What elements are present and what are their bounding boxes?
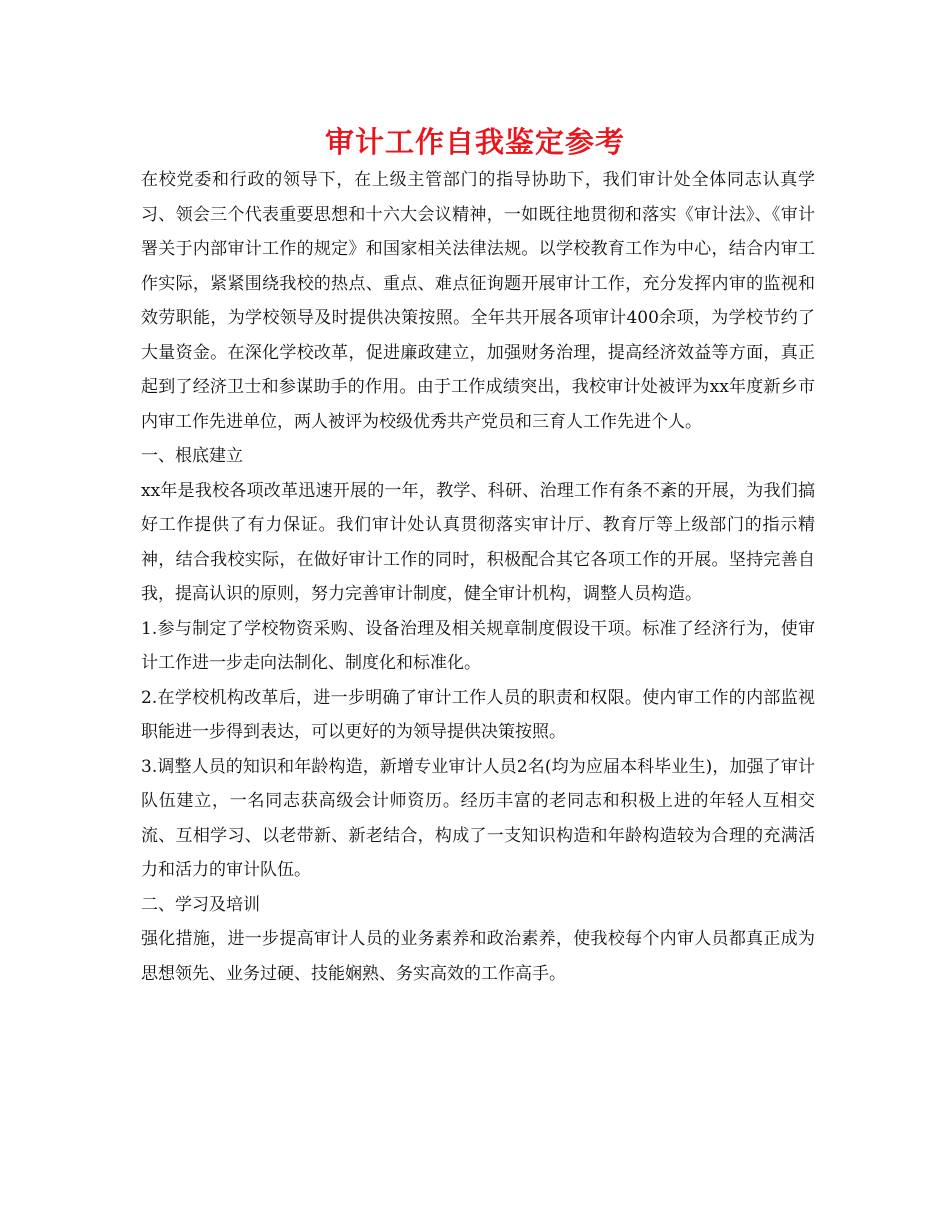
list-item-3: 3.调整人员的知识和年龄构造，新增专业审计人员2名(均为应届本科毕业生)，加强了审计队伍建立，一名同志获高级会计师资历。经历丰富的老同志和积极上进的年轻人互相交流、互相学习、以老带新、新老结合，构成了一支知识构造和年龄构造较为合理的充满活力和活力的审计队伍。 — [141, 756, 815, 880]
training-paragraph: 强化措施，进一步提高审计人员的业务素养和政治素养，使我校每个内审人员都真正成为思想领先、业务过硬、技能娴熟、务实高效的工作高手。 — [141, 929, 815, 984]
document-body — [141, 163, 815, 991]
section-heading-foundation: 一、根底建立 — [141, 446, 243, 466]
list-item-1: 1.参与制定了学校物资采购、设备治理及相关规章制度假设干项。标准了经济行为，使审计工作进一步走向法制化、制度化和标准化。 — [141, 618, 815, 673]
foundation-paragraph: xx年是我校各项改革迅速开展的一年，教学、科研、治理工作有条不紊的开展，为我们搞好工作提供了有力保证。我们审计处认真贯彻落实审计厅、教育厅等上级部门的指示精神，结合我校实际，在做好审计工作的同时，积极配合其它各项工作的开展。坚持完善自我，提高认识的原则，努力完善审计制度，健全审计机构，调整人员构造。 — [141, 480, 815, 604]
document-title: 审计工作自我鉴定参考 — [324, 125, 625, 159]
list-item-2: 2.在学校机构改革后，进一步明确了审计工作人员的职责和权限。使内审工作的内部监视职能进一步得到表达，可以更好的为领导提供决策按照。 — [141, 687, 815, 742]
intro-paragraph: 在校党委和行政的领导下，在上级主管部门的指导协助下，我们审计处全体同志认真学习、领会三个代表重要思想和十六大会议精神，一如既往地贯彻和落实《审计法》、《审计署关于内部审计工作的规定》和国家相关法律法规。以学校教育工作为中心，结合内审工作实际，紧紧围绕我校的热点、重点、难点征询题开展审计工作，充分发挥内审的监视和效劳职能，为学校领导及时提供决策按照。全年共开展各项审计400余项，为学校节约了大量资金。在深化学校改革，促进廉政建立，加强财务治理，提高经济效益等方面，真正起到了经济卫士和参谋助手的作用。由于工作成绩突出，我校审计处被评为xx年度新乡市内审工作先进单位，两人被评为校级优秀共产党员和三育人工作先进个人。 — [141, 170, 815, 432]
section-heading-training: 二、学习及培训 — [141, 894, 260, 915]
